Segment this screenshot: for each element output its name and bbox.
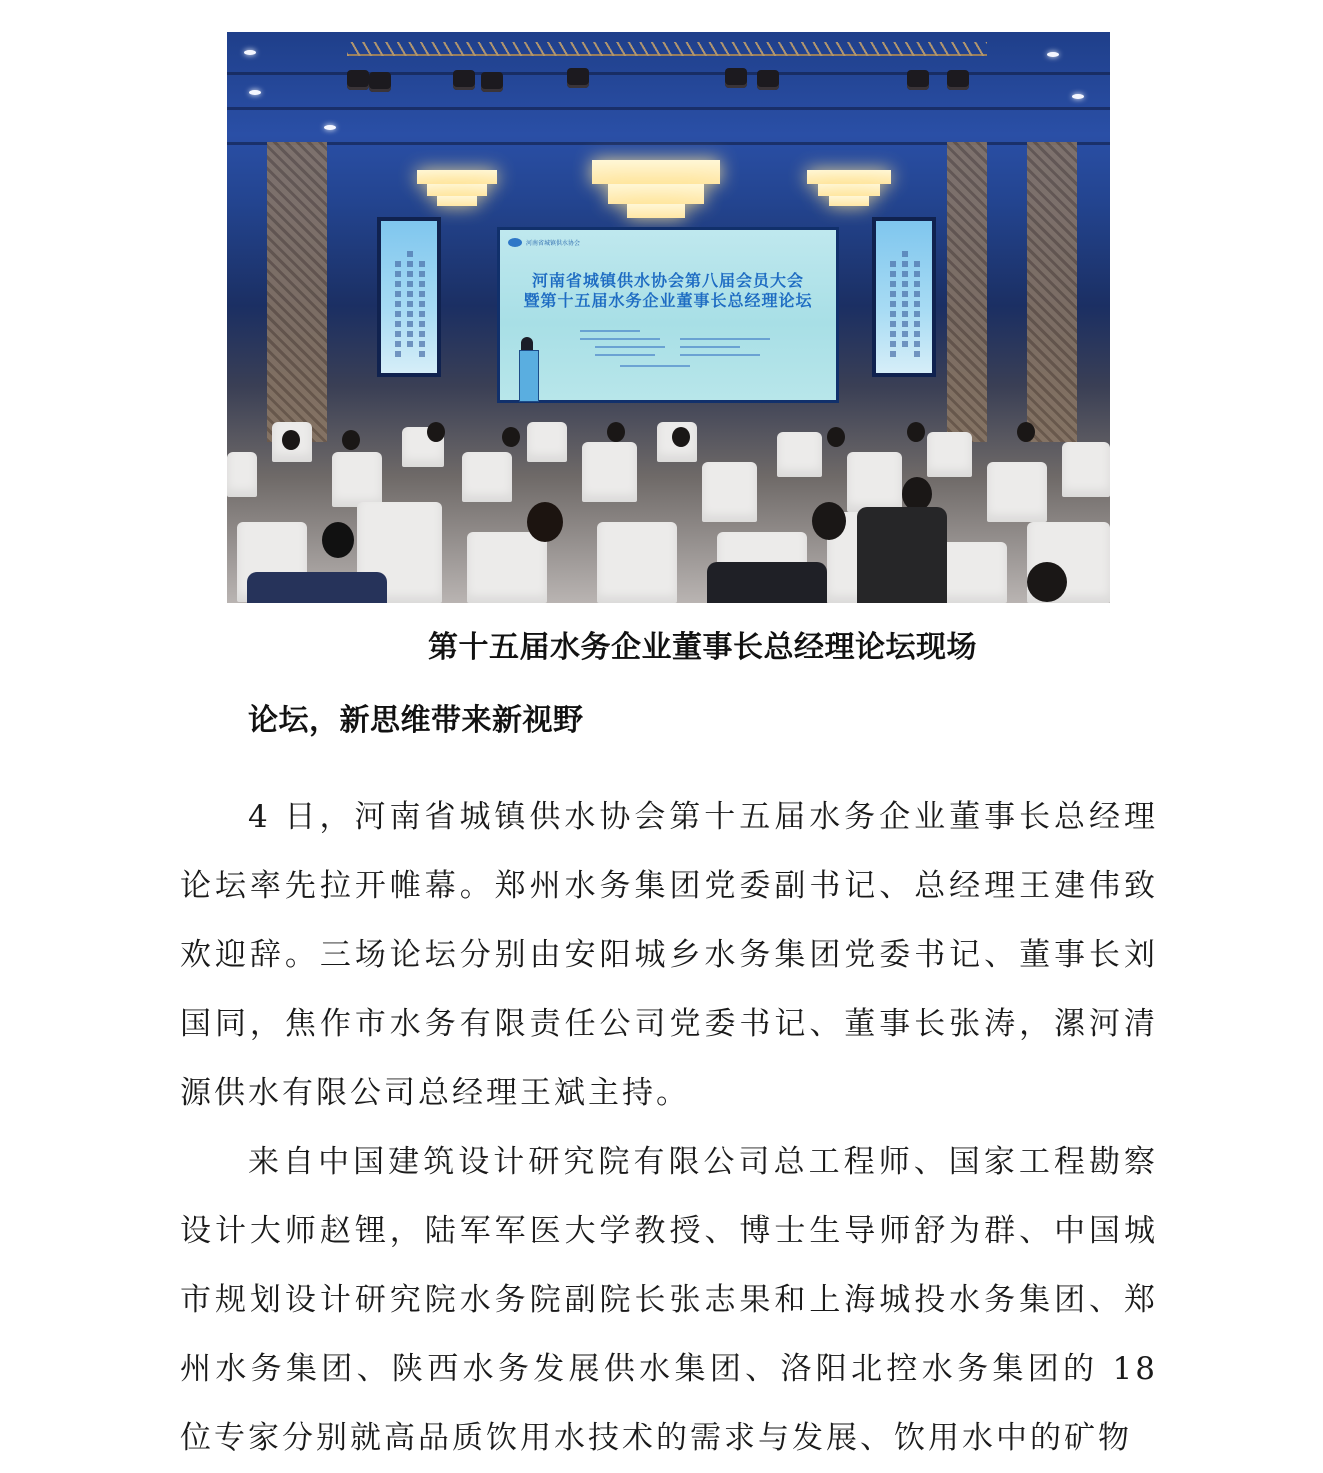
conference-photo <box>227 32 1110 603</box>
section-heading: 论坛，新思维带来新视野 <box>248 703 584 738</box>
ceiling-light <box>249 90 261 95</box>
stage-spotlight <box>725 68 747 88</box>
lighting-truss <box>347 42 987 56</box>
ceiling-light <box>1047 52 1059 57</box>
ceiling-light <box>1072 94 1084 99</box>
body-paragraph: 4 日，河南省城镇供水协会第十五届水务企业董事长总经理论坛率先拉开帷幕。郑州水务集团党委副书记、总经理王建伟致欢迎辞。三场论坛分别由安阳城乡水务集团党委书记、董事长刘国同，焦作市水务有限责任公司党委书记、董事长张涛，漯河清源供水有限公司总经理王斌主持。 <box>180 799 1158 1111</box>
ceiling-beam <box>227 107 1110 110</box>
screen-fine-print <box>595 346 665 348</box>
screen-fine-print <box>680 338 770 340</box>
side-screen-left <box>377 217 441 377</box>
screen-fine-print <box>580 338 660 340</box>
stage-spotlight <box>757 70 779 90</box>
stage-spotlight <box>947 70 969 90</box>
screen-fine-print <box>595 354 655 356</box>
chandelier <box>417 170 497 206</box>
body-paragraph: 来自中国建筑设计研究院有限公司总工程师、国家工程勘察设计大师赵锂，陆军军医大学教授、博士生导师舒为群、中国城市规划设计研究院水务院副院长张志果和上海城投水务集团、郑州水务集团、陕西水务发展供水集团、洛阳北控水务集团的 18 位专家分别就高品质饮用水技术的需求与发展、饮用水中的矿物 <box>180 1144 1158 1456</box>
main-stage-screen <box>497 227 839 403</box>
stage-spotlight <box>567 68 589 88</box>
stage-spotlight <box>453 70 475 90</box>
stage-spotlight <box>369 72 391 92</box>
audience <box>227 382 1110 603</box>
screen-fine-print <box>580 330 640 332</box>
screen-title-line1: 河南省城镇供水协会第八届会员大会 <box>531 271 804 290</box>
stage-spotlight <box>907 70 929 90</box>
association-logo <box>508 238 580 247</box>
screen-date <box>620 365 690 367</box>
ceiling-light <box>324 125 336 130</box>
stage-spotlight <box>481 72 503 92</box>
chandelier <box>592 160 720 218</box>
chandelier <box>807 170 891 206</box>
photo-caption: 第十五届水务企业董事长总经理论坛现场 <box>428 630 977 665</box>
ceiling-light <box>244 50 256 55</box>
logo-text: 河南省城镇供水协会 <box>526 240 581 247</box>
globe-icon <box>508 238 522 247</box>
side-screen-right <box>872 217 936 377</box>
screen-fine-print <box>680 346 740 348</box>
screen-title-line2: 暨第十五届水务企业董事长总经理论坛 <box>523 291 813 310</box>
stage-spotlight <box>347 70 369 90</box>
screen-fine-print <box>680 354 760 356</box>
